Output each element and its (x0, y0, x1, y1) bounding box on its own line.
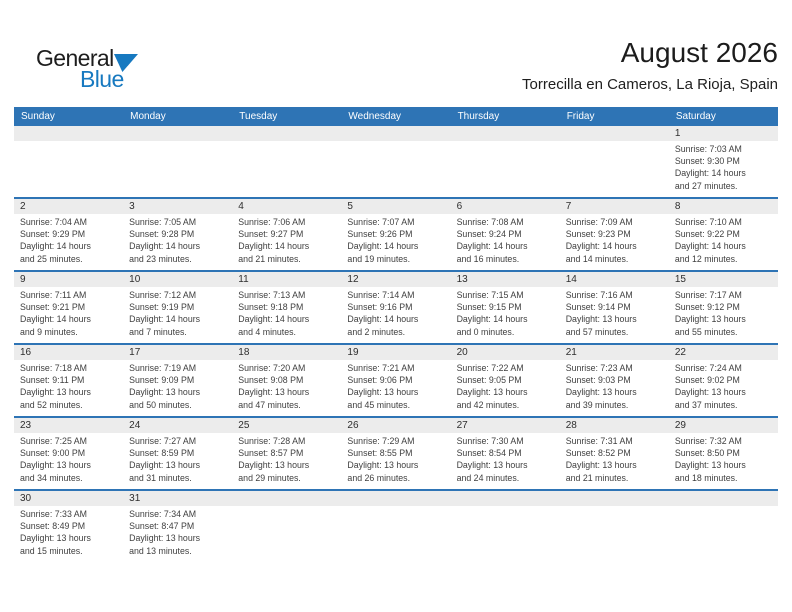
daylight-line-1: Daylight: 14 hours (347, 314, 419, 325)
sunset-line: Sunset: 9:02 PM (674, 375, 740, 386)
empty-day-number (451, 126, 560, 141)
daylight-line-1: Daylight: 13 hours (129, 387, 201, 398)
sunset-line: Sunset: 9:30 PM (674, 156, 740, 167)
sunset-line: Sunset: 9:18 PM (238, 302, 304, 313)
sunrise-line: Sunrise: 7:16 AM (565, 290, 633, 300)
daylight-line-2: and 23 minutes. (129, 253, 192, 264)
day-cell (14, 214, 123, 270)
daylight-line-2: and 29 minutes. (238, 472, 301, 483)
week-body (14, 360, 778, 416)
sunrise-line: Sunrise: 7:34 AM (129, 509, 197, 519)
daylight-line-1: Daylight: 14 hours (129, 314, 201, 325)
day-cell (451, 214, 560, 270)
sunrise-line: Sunrise: 7:25 AM (20, 436, 87, 446)
sunset-line: Sunset: 9:26 PM (347, 229, 413, 240)
day-number: 28 (565, 420, 577, 431)
day-cell (14, 506, 123, 562)
empty-day-cell (560, 506, 669, 562)
day-cell (560, 287, 669, 343)
day-number: 8 (674, 201, 681, 212)
day-number-band (14, 418, 778, 433)
daylight-line-1: Daylight: 14 hours (129, 241, 201, 252)
day-cell (560, 214, 669, 270)
empty-day-cell (123, 141, 232, 197)
daylight-line-2: and 2 minutes. (347, 326, 406, 337)
week-body (14, 506, 778, 562)
day-number: 12 (347, 274, 359, 285)
day-number: 26 (347, 420, 359, 431)
day-cell (341, 360, 450, 416)
day-cell (669, 433, 778, 489)
day-cell (669, 360, 778, 416)
daylight-line-1: Daylight: 13 hours (674, 314, 746, 325)
sunrise-line: Sunrise: 7:29 AM (347, 436, 415, 446)
daylight-line-2: and 7 minutes. (129, 326, 187, 337)
empty-day-number (669, 491, 778, 506)
day-cell (232, 287, 341, 343)
calendar-rows (14, 126, 778, 562)
daylight-line-1: Daylight: 14 hours (565, 241, 637, 252)
calendar-table (14, 107, 778, 562)
daylight-line-1: Daylight: 13 hours (20, 387, 91, 398)
general-blue-logo (36, 46, 176, 98)
day-cell (14, 360, 123, 416)
sunset-line: Sunset: 9:23 PM (565, 229, 631, 240)
week-row (14, 199, 778, 272)
daylight-line-1: Daylight: 13 hours (20, 533, 91, 544)
daylight-line-2: and 15 minutes. (20, 545, 83, 556)
empty-day-number (123, 126, 232, 141)
week-row (14, 491, 778, 562)
sunrise-line: Sunrise: 7:03 AM (674, 144, 742, 154)
week-row (14, 126, 778, 199)
day-number: 20 (456, 347, 468, 358)
empty-day-number (232, 126, 341, 141)
weekday-header: Thursday (457, 111, 500, 122)
weekday-header: Tuesday (239, 111, 278, 122)
daylight-line-2: and 57 minutes. (565, 326, 629, 337)
sunrise-line: Sunrise: 7:23 AM (565, 363, 633, 373)
sunrise-line: Sunrise: 7:12 AM (129, 290, 197, 300)
sunset-line: Sunset: 9:06 PM (347, 375, 413, 386)
sunset-line: Sunset: 9:11 PM (20, 375, 85, 386)
sunset-line: Sunset: 9:24 PM (456, 229, 522, 240)
day-number: 10 (129, 274, 141, 285)
sunrise-line: Sunrise: 7:18 AM (20, 363, 87, 373)
daylight-line-1: Daylight: 14 hours (20, 314, 91, 325)
week-body (14, 141, 778, 197)
day-number: 5 (347, 201, 353, 212)
sunrise-line: Sunrise: 7:32 AM (674, 436, 742, 446)
day-cell (451, 360, 560, 416)
day-cell (123, 214, 232, 270)
daylight-line-2: and 14 minutes. (565, 253, 629, 264)
day-cell (451, 433, 560, 489)
daylight-line-2: and 31 minutes. (129, 472, 192, 483)
daylight-line-1: Daylight: 13 hours (238, 460, 310, 471)
daylight-line-1: Daylight: 13 hours (565, 314, 637, 325)
sunset-line: Sunset: 9:22 PM (674, 229, 740, 240)
daylight-line-2: and 12 minutes. (674, 253, 738, 264)
day-number: 21 (565, 347, 577, 358)
daylight-line-2: and 27 minutes. (674, 180, 738, 191)
sunrise-line: Sunrise: 7:15 AM (456, 290, 524, 300)
day-cell (232, 360, 341, 416)
daylight-line-1: Daylight: 13 hours (674, 460, 746, 471)
week-row (14, 418, 778, 491)
sunrise-line: Sunrise: 7:22 AM (456, 363, 524, 373)
sunrise-line: Sunrise: 7:30 AM (456, 436, 524, 446)
day-number: 4 (238, 201, 244, 212)
day-number: 15 (674, 274, 686, 285)
weekday-header: Sunday (21, 111, 55, 122)
daylight-line-2: and 24 minutes. (456, 472, 520, 483)
weekday-header: Monday (130, 111, 166, 122)
week-body (14, 214, 778, 270)
day-cell (123, 433, 232, 489)
day-number: 7 (565, 201, 572, 212)
daylight-line-2: and 52 minutes. (20, 399, 83, 410)
weekday-header: Wednesday (348, 111, 402, 122)
weekday-header: Saturday (675, 111, 716, 122)
day-number: 30 (20, 493, 32, 504)
sunset-line: Sunset: 9:29 PM (20, 229, 86, 240)
daylight-line-2: and 26 minutes. (347, 472, 411, 483)
empty-day-cell (451, 506, 560, 562)
empty-day-number (232, 491, 341, 506)
daylight-line-1: Daylight: 14 hours (456, 241, 528, 252)
daylight-line-2: and 9 minutes. (20, 326, 78, 337)
day-cell (560, 360, 669, 416)
empty-day-cell (560, 141, 669, 197)
sunrise-line: Sunrise: 7:31 AM (565, 436, 633, 446)
sunset-line: Sunset: 9:09 PM (129, 375, 195, 386)
daylight-line-2: and 55 minutes. (674, 326, 738, 337)
sunset-line: Sunset: 8:52 PM (565, 448, 631, 459)
day-number: 13 (456, 274, 468, 285)
daylight-line-2: and 45 minutes. (347, 399, 411, 410)
sunrise-line: Sunrise: 7:10 AM (674, 217, 742, 227)
empty-day-cell (341, 506, 450, 562)
sunrise-line: Sunrise: 7:08 AM (456, 217, 524, 227)
sunrise-line: Sunrise: 7:33 AM (20, 509, 87, 519)
day-cell (669, 214, 778, 270)
daylight-line-2: and 37 minutes. (674, 399, 738, 410)
sunrise-line: Sunrise: 7:05 AM (129, 217, 197, 227)
daylight-line-2: and 39 minutes. (565, 399, 629, 410)
sunset-line: Sunset: 8:54 PM (456, 448, 522, 459)
sunrise-line: Sunrise: 7:04 AM (20, 217, 87, 227)
daylight-line-2: and 13 minutes. (129, 545, 192, 556)
sunset-line: Sunset: 9:15 PM (456, 302, 522, 313)
day-number-band (14, 126, 778, 141)
week-body (14, 287, 778, 343)
sunrise-line: Sunrise: 7:19 AM (129, 363, 197, 373)
daylight-line-1: Daylight: 14 hours (238, 241, 310, 252)
daylight-line-1: Daylight: 13 hours (565, 387, 637, 398)
week-row (14, 272, 778, 345)
empty-day-cell (341, 141, 450, 197)
daylight-line-1: Daylight: 13 hours (565, 460, 637, 471)
day-cell (341, 287, 450, 343)
daylight-line-2: and 4 minutes. (238, 326, 296, 337)
day-number: 3 (129, 201, 135, 212)
sunrise-line: Sunrise: 7:21 AM (347, 363, 415, 373)
day-cell (232, 433, 341, 489)
day-number: 11 (238, 274, 249, 285)
daylight-line-2: and 0 minutes. (456, 326, 515, 337)
daylight-line-1: Daylight: 13 hours (674, 387, 746, 398)
logo-text-general: General (36, 45, 114, 71)
day-number-band (14, 345, 778, 360)
sunset-line: Sunset: 8:49 PM (20, 521, 86, 532)
daylight-line-2: and 19 minutes. (347, 253, 411, 264)
day-number-band (14, 491, 778, 506)
sunset-line: Sunset: 9:00 PM (20, 448, 86, 459)
day-number-band (14, 199, 778, 214)
weekday-header: Friday (566, 111, 595, 122)
sunset-line: Sunset: 8:50 PM (674, 448, 740, 459)
day-cell (123, 287, 232, 343)
day-number: 9 (20, 274, 26, 285)
daylight-line-2: and 42 minutes. (456, 399, 520, 410)
day-number: 18 (238, 347, 250, 358)
daylight-line-1: Daylight: 14 hours (347, 241, 419, 252)
daylight-line-1: Daylight: 14 hours (456, 314, 528, 325)
sunset-line: Sunset: 9:12 PM (674, 302, 740, 313)
daylight-line-1: Daylight: 13 hours (129, 460, 201, 471)
daylight-line-2: and 18 minutes. (674, 472, 738, 483)
week-row (14, 345, 778, 418)
day-cell (123, 506, 232, 562)
day-number: 31 (129, 493, 141, 504)
daylight-line-2: and 25 minutes. (20, 253, 83, 264)
daylight-line-2: and 21 minutes. (238, 253, 301, 264)
day-number: 16 (20, 347, 32, 358)
day-number: 1 (674, 128, 681, 139)
sunrise-line: Sunrise: 7:14 AM (347, 290, 415, 300)
day-cell (669, 287, 778, 343)
empty-day-number (560, 126, 669, 141)
empty-day-number (341, 126, 450, 141)
daylight-line-2: and 21 minutes. (565, 472, 629, 483)
sunset-line: Sunset: 8:57 PM (238, 448, 304, 459)
sunset-line: Sunset: 9:28 PM (129, 229, 195, 240)
weekday-header-row (14, 107, 778, 126)
daylight-line-1: Daylight: 13 hours (129, 533, 201, 544)
day-number: 25 (238, 420, 250, 431)
day-number: 6 (456, 201, 463, 212)
daylight-line-1: Daylight: 13 hours (20, 460, 91, 471)
day-cell (14, 287, 123, 343)
day-number: 19 (347, 347, 359, 358)
daylight-line-2: and 47 minutes. (238, 399, 301, 410)
daylight-line-1: Daylight: 14 hours (674, 241, 746, 252)
daylight-line-2: and 34 minutes. (20, 472, 83, 483)
sunset-line: Sunset: 9:27 PM (238, 229, 304, 240)
daylight-line-1: Daylight: 14 hours (20, 241, 91, 252)
sunrise-line: Sunrise: 7:28 AM (238, 436, 306, 446)
sunrise-line: Sunrise: 7:24 AM (674, 363, 742, 373)
empty-day-number (14, 126, 123, 141)
sunset-line: Sunset: 8:55 PM (347, 448, 413, 459)
empty-day-cell (232, 506, 341, 562)
sunset-line: Sunset: 9:03 PM (565, 375, 631, 386)
sunrise-line: Sunrise: 7:06 AM (238, 217, 306, 227)
day-cell (341, 214, 450, 270)
day-number-band (14, 272, 778, 287)
day-number: 27 (456, 420, 468, 431)
sunrise-line: Sunrise: 7:27 AM (129, 436, 197, 446)
day-cell (232, 214, 341, 270)
location-subtitle: Torrecilla en Cameros, La Rioja, Spain (522, 76, 778, 93)
empty-day-number (451, 491, 560, 506)
daylight-line-1: Daylight: 14 hours (238, 314, 310, 325)
day-number: 17 (129, 347, 141, 358)
sunrise-line: Sunrise: 7:13 AM (238, 290, 306, 300)
sunrise-line: Sunrise: 7:20 AM (238, 363, 306, 373)
day-number: 24 (129, 420, 141, 431)
sunset-line: Sunset: 9:05 PM (456, 375, 522, 386)
sunrise-line: Sunrise: 7:11 AM (20, 290, 87, 300)
day-number: 29 (674, 420, 686, 431)
empty-day-cell (669, 506, 778, 562)
page-title: August 2026 (620, 37, 778, 68)
logo-text-blue: Blue (80, 66, 124, 92)
daylight-line-2: and 50 minutes. (129, 399, 192, 410)
day-cell (451, 287, 560, 343)
daylight-line-1: Daylight: 14 hours (674, 168, 746, 179)
sunset-line: Sunset: 9:08 PM (238, 375, 304, 386)
empty-day-cell (232, 141, 341, 197)
sunrise-line: Sunrise: 7:07 AM (347, 217, 415, 227)
daylight-line-1: Daylight: 13 hours (456, 387, 528, 398)
sunset-line: Sunset: 9:14 PM (565, 302, 631, 313)
empty-day-number (341, 491, 450, 506)
sunset-line: Sunset: 9:21 PM (20, 302, 86, 313)
daylight-line-2: and 16 minutes. (456, 253, 520, 264)
sunset-line: Sunset: 8:59 PM (129, 448, 195, 459)
daylight-line-1: Daylight: 13 hours (456, 460, 528, 471)
empty-day-number (560, 491, 669, 506)
daylight-line-1: Daylight: 13 hours (347, 387, 419, 398)
day-cell (669, 141, 778, 197)
day-number: 22 (674, 347, 686, 358)
daylight-line-1: Daylight: 13 hours (238, 387, 310, 398)
day-cell (341, 433, 450, 489)
daylight-line-1: Daylight: 13 hours (347, 460, 419, 471)
week-body (14, 433, 778, 489)
sunset-line: Sunset: 9:16 PM (347, 302, 413, 313)
day-number: 23 (20, 420, 32, 431)
day-number: 2 (20, 201, 26, 212)
day-cell (123, 360, 232, 416)
day-cell (14, 433, 123, 489)
sunset-line: Sunset: 9:19 PM (129, 302, 195, 313)
sunrise-line: Sunrise: 7:17 AM (674, 290, 742, 300)
empty-day-cell (14, 141, 123, 197)
sunrise-line: Sunrise: 7:09 AM (565, 217, 633, 227)
empty-day-cell (451, 141, 560, 197)
sunset-line: Sunset: 8:47 PM (129, 521, 195, 532)
day-number: 14 (565, 274, 577, 285)
day-cell (560, 433, 669, 489)
